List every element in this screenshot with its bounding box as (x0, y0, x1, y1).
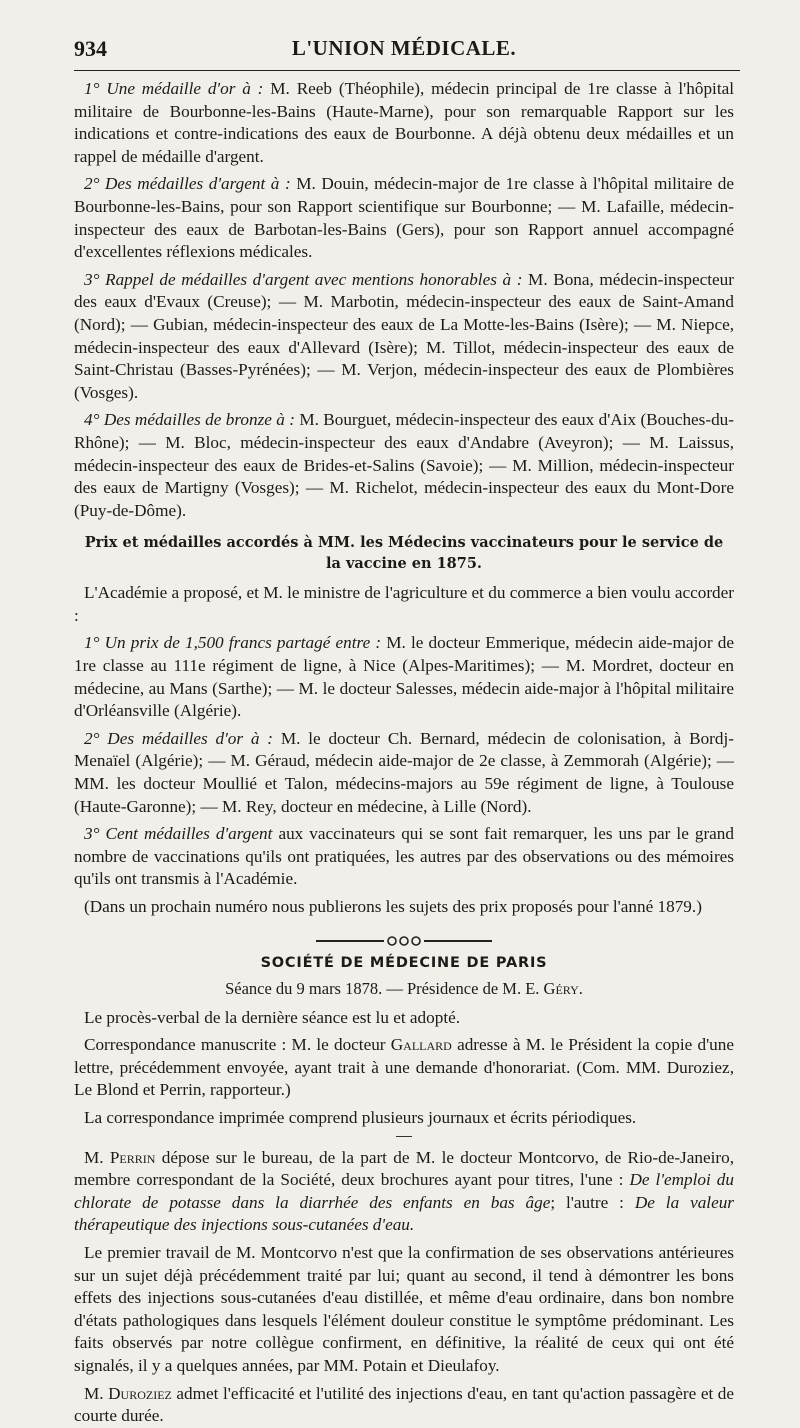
perrin-title-2: De la valeur thérapeutique des injections sous-cutanées d'eau. (74, 1192, 734, 1235)
session-prefix: Séance du 9 mars 1878. — Présidence de M. E. (225, 978, 544, 998)
award-text: M. Bona, médecin-inspecteur des eaux d'Evaux (Creuse); — M. Marbotin, médecin-inspecteur des eaux de Saint-Amand (Nord); — Gubian, médecin-inspecteur des eaux de La Motte-les-Bains (Isère); — M. Niepce, médecin-inspecteur des eaux d'Allevard (Isère); M. Tillot, médecin-inspecteur des eaux de Saint-Christau (Basses-Pyrénées); — M. Verjon, médecin-inspecteur des eaux de Plombières (Vosges). (74, 269, 734, 402)
vaccine-paragraph (74, 632, 734, 722)
perrin-between: ; l'autre : (550, 1192, 635, 1212)
duroziez-paragraph (74, 1383, 734, 1428)
perrin-name: Perrin (109, 1147, 156, 1167)
minutes-paragraph: Le procès-verbal de la dernière séance est lu et adopté. (84, 1007, 461, 1027)
vaccine-intro: L'Académie a proposé, et M. le ministre de l'agriculture et du commerce a bien voulu accorder : (74, 583, 734, 625)
vaccine-note: (Dans un prochain numéro nous publierons les sujets des prix proposés pour l'anné 1879.) (84, 897, 702, 916)
award-text: M. Bourguet, médecin-inspecteur des eaux d'Aix (Bouches-du-Rhône); — M. Bloc, médecin-inspecteur des eaux d'Andabre (Aveyron); — M. Laissus, médecin-inspecteur des eaux de Brides-et-Salins (Savoie); — M. Million, médecin-inspecteur des eaux de Martigny (Vosges); — M. Richelot, médecin-inspecteur des eaux du Mont-Dore (Puy-de-Dôme). (74, 410, 734, 520)
society-title: SOCIÉTÉ DE MÉDECINE DE PARIS (260, 954, 548, 971)
award-label: 1° Une médaille d'or à : (84, 79, 264, 98)
article-body (74, 78, 734, 1428)
ornament-icon (314, 935, 494, 947)
vaccine-paragraph (74, 823, 734, 891)
correspondence-text-b: adresse à M. le Président la copie d'une lettre, précédemment envoyée, ayant trait à une demande d'honorariat. (Com. MM. Duroziez, Le Blond et Perrin, rapporteur.) (74, 1035, 734, 1100)
montcorvo-paragraph: Le premier travail de M. Montcorvo n'est que la confirmation de ses observations antérieures sur un sujet déjà précédemment traité par lui; quant au second, il tend à démontrer les bons effets des injections sous-cutanées d'eau distillée, et même d'eau ordinaire, dans bon nombre d'états pathologiques dans lesquels l'élément douleur constitue le symptôme prédominant. Les faits observés par notre collègue confirment, en définitive, la réalité de ceux qui ont été signalés, il y a quelques années, par MM. Potain et Dieulafoy. (74, 1242, 734, 1375)
page-header (74, 30, 734, 66)
header-rule (74, 70, 740, 71)
correspondence-name: Gallard (390, 1035, 452, 1055)
award-text: M. Reeb (Théophile), médecin principal de 1re classe à l'hôpital militaire de Bourbonne-les-Bains (Haute-Marne), pour son remarquable Rapport sur les indications et contre-indications des eaux de Bourbonne. A déjà obtenu deux médailles et un rappel de médaille d'argent. (74, 79, 735, 166)
session-line (74, 979, 734, 999)
duroziez-name: Duroziez (108, 1383, 172, 1403)
vaccine-text: M. le docteur Emmerique, médecin aide-major de 1re classe au 111e régiment de ligne, à Nice (Alpes-Maritimes); — M. Mordret, docteur en médecine, au Mans (Sarthe); — M. le docteur Salesses, médecin aide-major à l'hôpital militaire d'Orléansville (Algérie). (74, 633, 734, 721)
running-title: L'UNION MÉDICALE. (291, 36, 517, 60)
award-paragraph (74, 269, 734, 405)
printed-correspondence-paragraph: La correspondance imprimée comprend plusieurs journaux et écrits périodiques. (84, 1107, 637, 1127)
perrin-prefix: M. (84, 1147, 110, 1167)
award-label: 3° Rappel de médailles d'argent avec mentions honorables à : (84, 269, 523, 289)
vaccine-label: 1° Un prix de 1,500 francs partagé entre : (84, 633, 382, 653)
vaccine-label: 3° Cent médailles d'argent (84, 824, 273, 844)
award-text: M. Douin, médecin-major de 1re classe à l'hôpital militaire de Bourbonne-les-Bains, pour son Rapport scientifique sur Bourbonne; — M. Lafaille, médecin-inspecteur des eaux de Barbotan-les-Bains (Gers), pour son Rapport annuel accompagné d'excellentes réflexions médicales. (74, 174, 734, 262)
vaccine-paragraph (74, 728, 734, 818)
perrin-paragraph (74, 1147, 734, 1237)
vaccine-text: aux vaccinateurs qui se sont fait remarquer, les uns par le grand nombre de vaccinations qu'ils ont pratiquées, les autres par des observations ou des mémoires qu'ils ont transmis à l'Académie. (74, 824, 734, 889)
vaccine-text: M. le docteur Ch. Bernard, médecin de colonisation, à Bordj-Menaïel (Algérie); — M. Géraud, médecin aide-major de 2e classe, à Zemmorah (Algérie); — MM. les docteur Moullié et Talon, médecins-majors au 59e régiment de ligne, à Toulouse (Haute-Garonne); — M. Rey, docteur en médecine, à Lille (Nord). (74, 728, 734, 816)
correspondence-text-a: Correspondance manuscrite : M. le docteur (84, 1035, 391, 1055)
perrin-text: dépose sur le bureau, de la part de M. le docteur Montcorvo, de Rio-de-Janeiro, membre correspondant de la Société, deux brochures ayant pour titres, l'une : (74, 1147, 734, 1190)
vaccine-section-heading (74, 532, 734, 574)
award-paragraph (74, 78, 734, 168)
session-president: Géry (543, 978, 579, 998)
duroziez-prefix: M. (84, 1383, 109, 1403)
session-suffix: . (578, 978, 583, 998)
heading-line: Prix et médailles accordés à MM. les Médecins vaccinateurs pour le service de (84, 534, 724, 552)
award-label: 4° Des médailles de bronze à : (84, 410, 295, 430)
correspondence-paragraph (74, 1034, 734, 1102)
short-separator (396, 1136, 412, 1137)
ornament-divider (74, 935, 734, 947)
award-paragraph (74, 173, 734, 263)
heading-line: la vaccine en 1875. (326, 555, 482, 573)
page-number: 934 (74, 36, 107, 61)
perrin-title-1: De l'emploi du chlorate de potasse dans la diarrhée des enfants en bas âge (74, 1170, 734, 1212)
award-paragraph (74, 409, 734, 522)
award-label: 2° Des médailles d'argent à : (84, 174, 291, 194)
vaccine-label: 2° Des médailles d'or à : (84, 728, 274, 748)
duroziez-text: admet l'efficacité et l'utilité des injections d'eau, en tant qu'action passagère et de courte durée. (74, 1383, 734, 1426)
